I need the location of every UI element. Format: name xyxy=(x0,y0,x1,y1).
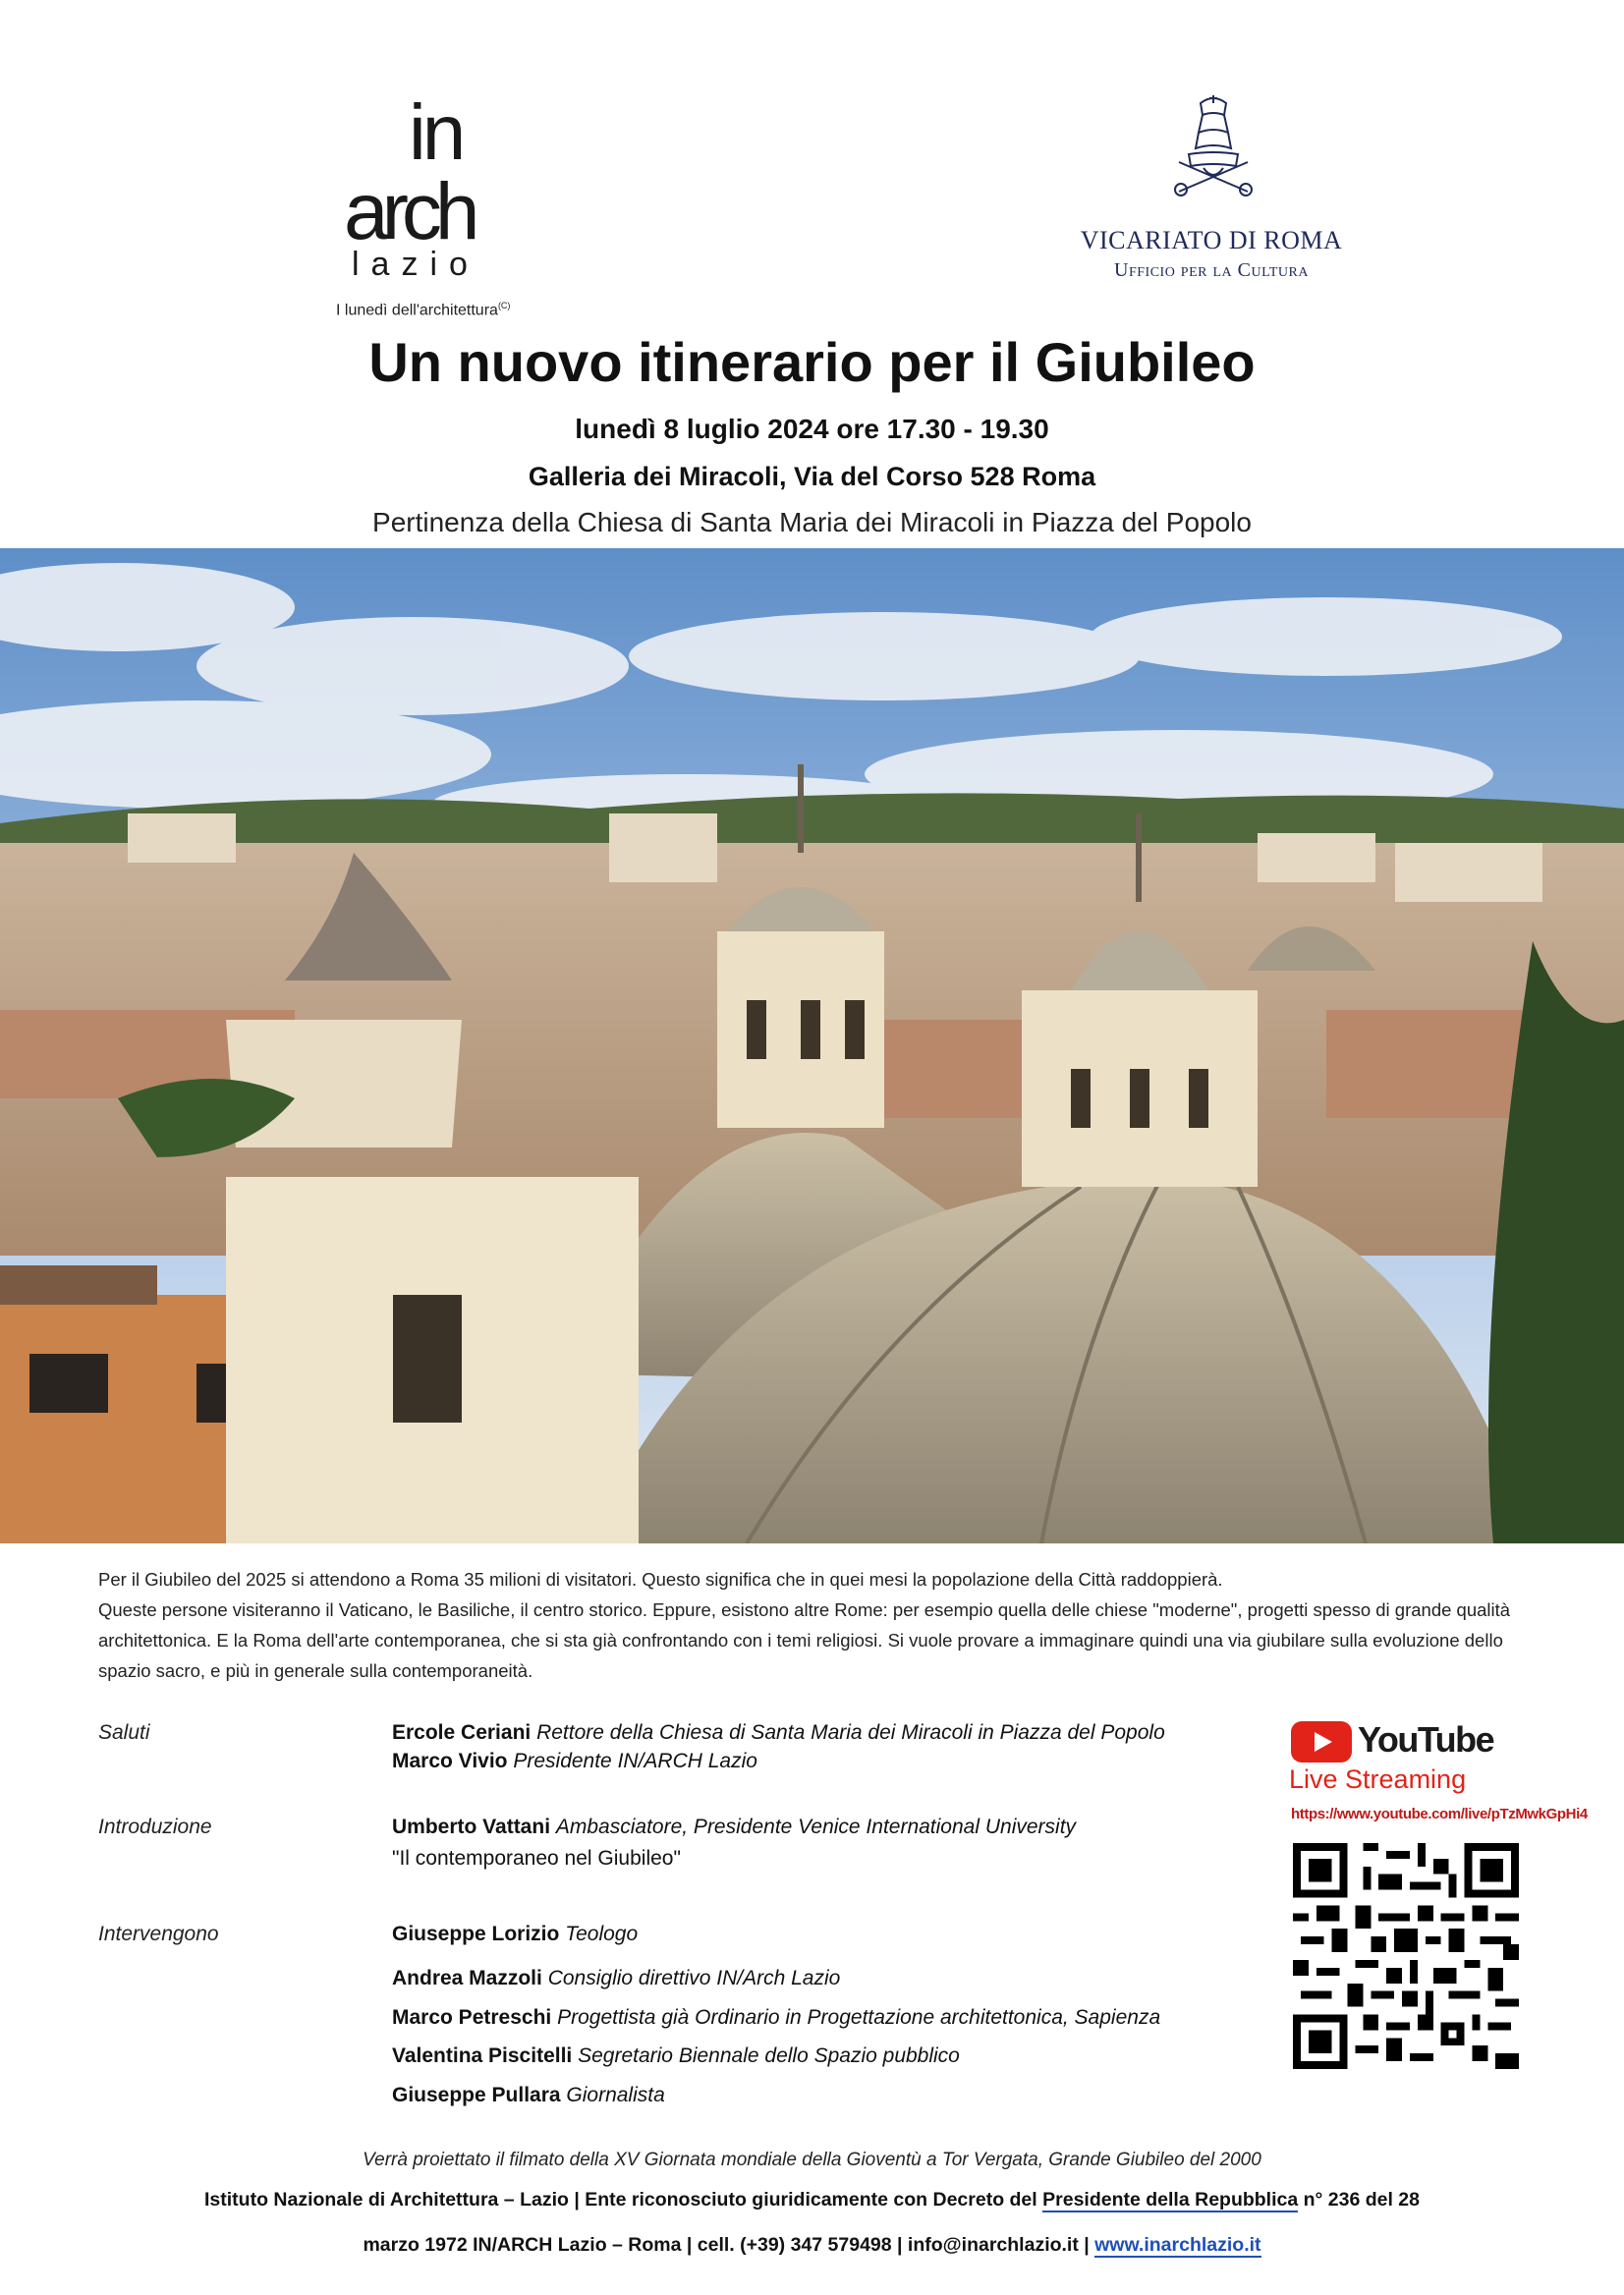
intro-line-1: Per il Giubileo del 2025 si attendono a Roma 35 milioni di visitatori. Questo significa che in quei mesi la popolazione della Città raddoppierà. xyxy=(98,1569,1223,1590)
speaker-item: Valentina Piscitelli Segretario Biennale dello Spazio pubblico xyxy=(392,2044,960,2067)
event-title: Un nuovo itinerario per il Giubileo xyxy=(368,331,1256,393)
footer-line-1: Istituto Nazionale di Architettura – Lazio | Ente riconosciuto giuridicamente con Decreto del Presidente della Repubblica n° 236 del 28 xyxy=(204,2189,1420,2211)
live-streaming-label: Live Streaming xyxy=(1289,1764,1467,1794)
saluti-item: Ercole Ceriani Rettore della Chiesa di Santa Maria dei Miracoli in Piazza del Popolo xyxy=(392,1721,1165,1744)
papal-emblem-icon xyxy=(1159,93,1267,201)
series-tagline: I lunedì dell'architettura$^{(C)}$ xyxy=(336,301,511,319)
qr-code-icon[interactable] xyxy=(1293,1843,1519,2069)
youtube-wordmark: YouTube xyxy=(1358,1719,1494,1760)
saluti-label: Saluti xyxy=(98,1721,150,1744)
logo-arch-text: arch xyxy=(344,167,474,256)
introduzione-label: Introduzione xyxy=(98,1816,212,1838)
logo-in-text: in xyxy=(409,88,463,176)
youtube-live-link[interactable]: https://www.youtube.com/live/pTzMwkGpHi4 xyxy=(1291,1806,1588,1822)
speaker-item: Giuseppe Lorizio Teologo xyxy=(392,1923,639,1945)
website-link[interactable]: www.inarchlazio.it xyxy=(1094,2234,1261,2256)
speaker-item: Andrea Mazzoli Consiglio direttivo IN/Arch Lazio xyxy=(392,1967,841,1989)
rome-domes-photo xyxy=(0,548,1624,1543)
introduzione-item: Umberto Vattani Ambasciatore, Presidente Venice International University xyxy=(392,1816,1077,1838)
event-pertinence: Pertinenza della Chiesa di Santa Maria dei Miracoli in Piazza del Popolo xyxy=(372,507,1252,537)
saluti-item: Marco Vivio Presidente IN/ARCH Lazio xyxy=(392,1750,757,1772)
speaker-item: Marco Petreschi Progettista già Ordinario in Progettazione architettonica, Sapienza xyxy=(392,2006,1161,2029)
youtube-play-icon xyxy=(1291,1721,1352,1763)
youtube-logo[interactable] xyxy=(1291,1719,1494,1763)
footer-line-2: marzo 1972 IN/ARCH Lazio – Roma | cell. (+39) 347 579498 | info@inarchlazio.it | www.inarchlazio.it xyxy=(363,2234,1261,2256)
introduzione-talk: "Il contemporaneo nel Giubileo" xyxy=(392,1847,681,1870)
vicariato-subtitle: Ufficio per la Cultura xyxy=(1114,259,1309,281)
logo-lazio-text: lazio xyxy=(352,246,479,283)
event-date-time: lunedì 8 luglio 2024 ore 17.30 - 19.30 xyxy=(575,414,1049,444)
intro-paragraph xyxy=(98,1564,1523,1686)
screening-note: Verrà proiettato il filmato della XV Giornata mondiale della Gioventù a Tor Vergata, Grande Giubileo del 2000 xyxy=(363,2150,1261,2170)
event-location: Galleria dei Miracoli, Via del Corso 528 Roma xyxy=(528,462,1096,491)
speakers-label: Intervengono xyxy=(98,1923,219,1945)
speaker-item: Giuseppe Pullara Giornalista xyxy=(392,2084,665,2106)
vicariato-title: VICARIATO DI ROMA xyxy=(1080,226,1343,254)
intro-line-2: Queste persone visiteranno il Vaticano, le Basiliche, il centro storico. Eppure, esistono altre Rome: per esempio quella delle chiese "moderne", progetti spesso di grande qualità architettonica. E la Roma dell'arte contemporanea, che si sta già confrontando con i temi religiosi. Si vuole provare a immaginare quindi una via giubilare sulla evoluzione dello spazio sacro, e più in generale sulla contemporaneità. xyxy=(98,1599,1511,1681)
